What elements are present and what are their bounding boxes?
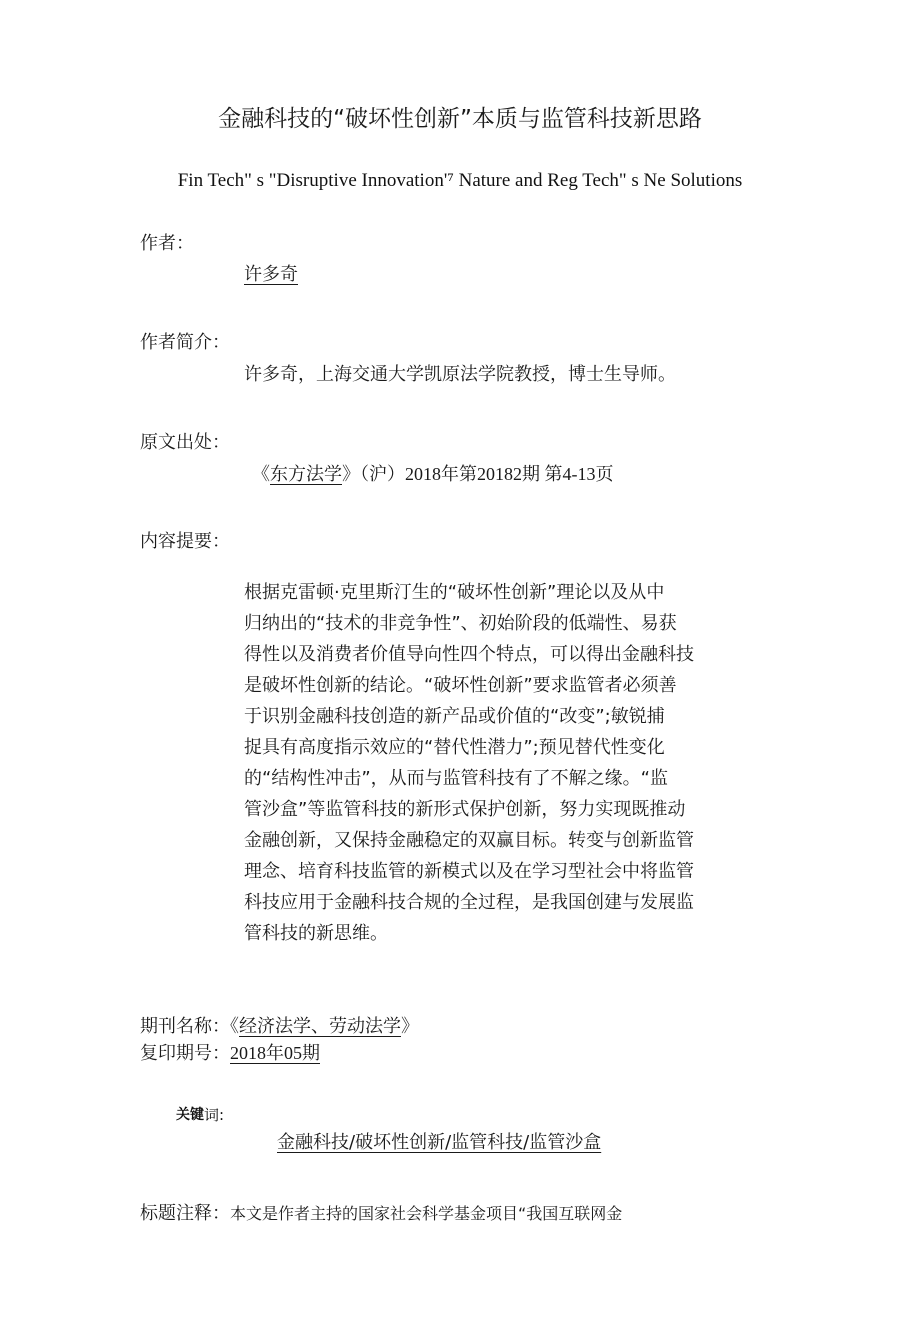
source-details: 》（沪）2018年第20182期 第4-13页 xyxy=(342,464,614,484)
periodical-name-link[interactable]: 经济法学、劳动法学 xyxy=(239,1016,401,1037)
abstract-line: 于识别金融科技创造的新产品或价值的“改变”;敏锐捕 xyxy=(244,706,665,727)
abstract-line: 金融创新，又保持金融稳定的双赢目标。转变与创新监管 xyxy=(244,830,694,851)
author-label: 作者： xyxy=(140,233,194,254)
source-journal-link[interactable]: 东方法学 xyxy=(270,464,342,485)
abstract-line: 科技应用于金融科技合规的全过程，是我国创建与发展监 xyxy=(244,892,694,913)
source-label: 原文出处： xyxy=(140,432,230,453)
abstract-line: 根据克雷顿·克里斯汀生的“破坏性创新”理论以及从中 xyxy=(244,582,665,603)
abstract-line: 得性以及消费者价值导向性四个特点，可以得出金融科技 xyxy=(244,644,694,665)
note-row xyxy=(140,1199,622,1225)
reprint-label: 复印期号： xyxy=(140,1043,230,1064)
abstract-line: 管科技的新思维。 xyxy=(244,923,388,944)
note-label: 标题注释： xyxy=(140,1203,230,1224)
periodical-label: 期刊名称： xyxy=(140,1016,230,1037)
abstract-body xyxy=(244,577,744,949)
source-line xyxy=(252,460,614,486)
reprint-value-link[interactable]: 2018年05期 xyxy=(230,1043,320,1063)
abstract-line: 管沙盒”等监管科技的新形式保护创新，努力实现既推动 xyxy=(244,799,686,820)
periodical-open: 《 xyxy=(230,1016,239,1037)
periodical-close: 》 xyxy=(401,1016,419,1037)
source-open-quote: 《 xyxy=(252,464,270,485)
periodical-row xyxy=(140,1012,419,1038)
note-text: 本文是作者主持的国家社会科学基金项目“我国互联网金 xyxy=(230,1204,623,1223)
bio-text: 许多奇，上海交通大学凯原法学院教授，博士生导师。 xyxy=(244,364,676,385)
abstract-line: 归纳出的“技术的非竞争性”、初始阶段的低端性、易获 xyxy=(244,613,677,634)
abstract-line: 捉具有高度指示效应的“替代性潜力”;预见替代性变化 xyxy=(244,737,665,758)
abstract-line: 理念、培育科技监管的新模式以及在学习型社会中将监管 xyxy=(244,861,694,882)
abstract-line: 的“结构性冲击”，从而与监管科技有了不解之缘。“监 xyxy=(244,768,668,789)
abstract-label: 内容提要： xyxy=(140,531,230,552)
author-name-link[interactable]: 许多奇 xyxy=(244,264,298,285)
english-subtitle: Fin Tech" s "Disruptive Innovation'⁷ Nature and Reg Tech" s Ne Solutions xyxy=(177,170,743,191)
bio-label: 作者简介： xyxy=(140,332,230,353)
page-title: 金融科技的“破坏性创新”本质与监管科技新思路 xyxy=(218,106,702,132)
abstract-line: 是破坏性创新的结论。“破坏性创新”要求监管者必须善 xyxy=(244,675,677,696)
keywords-label: 词: xyxy=(204,1106,225,1124)
keywords-icon: 关键 xyxy=(176,1107,204,1123)
keywords-link[interactable]: 金融科技/破坏性创新/监管科技/监管沙盒 xyxy=(277,1132,602,1153)
reprint-row xyxy=(140,1039,320,1065)
